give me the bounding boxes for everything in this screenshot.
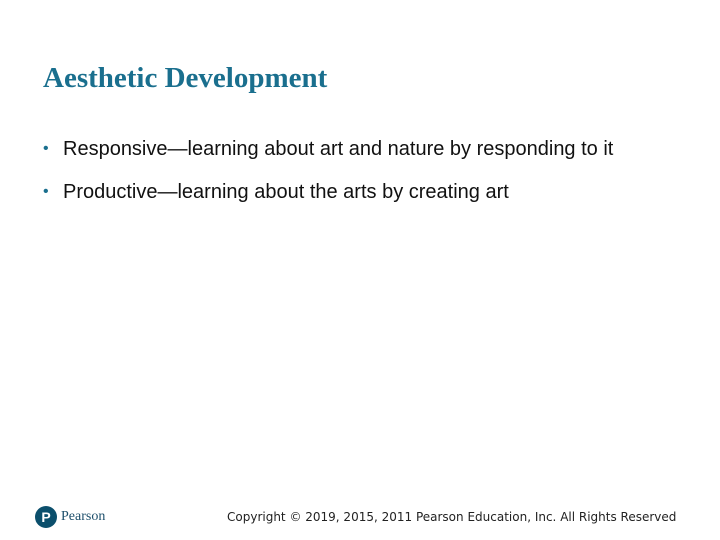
pearson-logo-icon: P <box>35 506 57 528</box>
bullet-dot-icon: • <box>43 140 49 157</box>
copyright-notice: Copyright © 2019, 2015, 2011 Pearson Education, Inc. All Rights Reserved <box>227 510 677 524</box>
bullet-item <box>43 179 693 205</box>
bullet-item <box>43 136 693 162</box>
bullet-text: Productive—learning about the arts by creating art <box>63 181 509 203</box>
pearson-logo-text: Pearson <box>61 509 106 524</box>
bullet-list <box>43 136 693 222</box>
pearson-logo <box>35 505 105 529</box>
bullet-text: Responsive—learning about art and nature by responding to it <box>63 138 614 160</box>
bullet-dot-icon: • <box>43 183 49 200</box>
slide-title: Aesthetic Development <box>43 62 328 94</box>
